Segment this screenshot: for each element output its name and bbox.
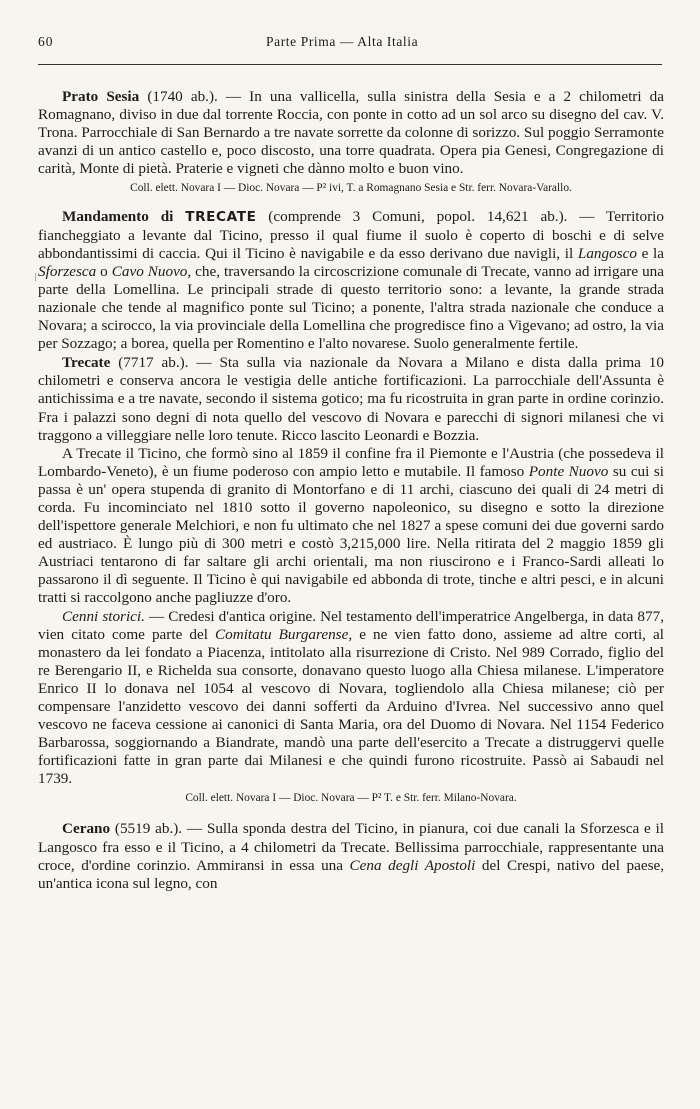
running-head: Parte Prima — Alta Italia — [266, 34, 419, 49]
section-title-name: TRECATE — [185, 209, 257, 226]
admin-note: Coll. elett. Novara I — Dioc. Novara — P² ivi, T. a Romagnano Sesia e Str. ferr. Novara-Varallo. — [130, 182, 572, 195]
page-body — [38, 88, 664, 893]
margin-mark: / — [31, 269, 40, 285]
header-rule — [38, 64, 662, 65]
entry-prato-sesia — [38, 88, 664, 178]
admin-note: Coll. elett. Novara I — Dioc. Novara — P² T. e Str. ferr. Milano-Novara. — [185, 792, 517, 805]
entry-title: Trecate — [62, 354, 111, 372]
section-title-prefix: Mandamento di — [62, 208, 186, 226]
canal-name: Langosco — [577, 244, 637, 262]
subsection-label: Cenni storici. — [62, 607, 145, 625]
page-number: 60 — [38, 34, 54, 49]
paragraph-ticino: A Trecate il Ticino, che formò sino al 1859 il confine fra il Piemonte e l'Austria (che possedeva il Lombardo-Veneto), è un fiume poderoso con ampio letto e mutabile. Il famoso Ponte Nuovo su cui si passa è un' opera stupenda di granito di Montorfano e di 11 archi, ciascuno dei quali di 24 metri di corda. Fu incominciato nel 1810 sotto il governo napoleonico, su disegno e sotto la direzione dell'ispettore generale Melchiori, e non fu ultimato che nel 1827 a spese comuni dei due governi sardo ed austriaco. È lungo più di 300 metri e costò 3,215,000 lire. Nella ritirata del 2 maggio 1859 gli Austriaci tentarono di far saltare gli archi orientali, ma non riuscirono e i Franco-Sardi alleati lo passarono il dì seguente. Il Ticino è qui navigabile ed abbonda di trote, tinche e altri pesci, e in alcuni tratti si raccolgono anche pagliuzze d'oro. — [38, 444, 664, 607]
entry-text: (1740 ab.). — In una vallicella, sulla sinistra della Sesia e a 2 chilometri da Romagnano, diviso in due dal torrente Roccia, con ponte in cotto ad un sol arco su disegno del cav. V. Trona. Parrocchiale di San Bernardo a tre navate sorrette da colonne di sorizzo. Sul poggio Serramonte avanzi di un antico castello e, poco discosto, una torre quadrata. Opera pia Genesi, Congregazione di carità, Monte di pietà. Praterie e vigneti che dànno molto e buon vino. — [38, 88, 664, 178]
entry-cerano: Cerano (5519 ab.). — Sulla sponda destra del Ticino, in pianura, coi due canali la Sforzesca e il Langosco fra esso e il Ticino, a 4 chilometri da Trecate. Bellissima parrocchiale, rappresentante una croce, d'ordine corinzio. Ammiransi in essa una Cena degli Apostoli del Crespi, nativo del paese, un'antica icona sul legno, con — [38, 820, 665, 892]
latin-term: Comitatu Burgarense — [215, 625, 349, 643]
page-header — [38, 34, 662, 54]
entry-title: Cerano — [62, 820, 111, 838]
entry-trecate — [38, 354, 664, 444]
section-mandamento-trecate: Mandamento di TRECATE (comprende 3 Comuni, popol. 14,621 ab.). — Territorio fiancheggiato a levante dal Ticino, presso il qual fiume il suolo è coperto di boschi e di selve abbondantissimi di caccia. Qui il Ticino è navigabile e da esso derivano due navigli, il Langosco e la Sforzesca o Cavo Nuovo, che, traversando la circoscrizione comunale di Trecate, vanno ad irrigare una parte della Lomellina. Le principali strade di questo territorio sono: a levante, la grande strada nazionale che tende al magnifico ponte sul Ticino; a ponente, l'altra strada nazionale che conduce a Novara; a scirocco, la via provinciale della Lomellina che progredisce fino a Vigevano; ad ostro, la via per Sozzago; a borea, quella per Romentino e l'alto novarese. Suolo generalmente fertile. — [38, 208, 665, 353]
entry-title: Prato Sesia — [62, 88, 140, 105]
artwork-title: Cena degli Apostoli — [349, 856, 476, 874]
entry-text: (7717 ab.). — Sta sulla via nazionale da Novara a Milano e dista dalla prima 10 chilometri e conserva ancora le vestigia delle antiche fortificazioni. La parrocchiale dell'Assunta è antichissima e a tre navate, secondo il sistema gotico; ma fu ricostruita in gran parte in ordine corinzio. Fra i palazzi sono degni di nota quello del vescovo di Novara e parecchi di signori milanesi che vi traggono a villeggiare nelle loro tenute. Ricco lascito Leonardi e Bozzia. — [38, 354, 664, 444]
bridge-name: Ponte Nuovo — [528, 462, 609, 480]
paragraph-cenni-storici: Cenni storici. — Credesi d'antica origine. Nel testamento dell'imperatrice Angelberga, in data 877, vien citato come parte del Comitatu Burgarense, e ne vien fatto dono, assieme ad altre corti, al monastero da lei fondato a Piacenza, intitolato alla risurrezione di Cristo. Nel 989 Corrado, figlio del re Berengario II, e Richelda sua consorte, donavano questo luogo alla Chiesa milanese. L'imperatore Enrico II lo donava nel 1054 al vescovo di Novara, togliendolo alla Chiesa milanese; ciò per compensare l'anzidetto vescovo dei danni sofferti da Arduino d'Ivrea. Nel successivo anno quel vescovo ne faceva cessione ai canonici di Santa Maria, ora del Duomo di Novara. Nel 1154 Federico Barbarossa, soggiornando a Biandrate, mandò una parte dell'esercito a Trecate a distruggervi quelle fortificazioni fatte in gran parte dai Milanesi e che quindi furono ricostruite. Passò ai Sabaudi nel 1739. — [38, 607, 664, 788]
canal-name: Cavo Nuovo — [111, 262, 188, 280]
canal-name: Sforzesca — [38, 262, 97, 280]
